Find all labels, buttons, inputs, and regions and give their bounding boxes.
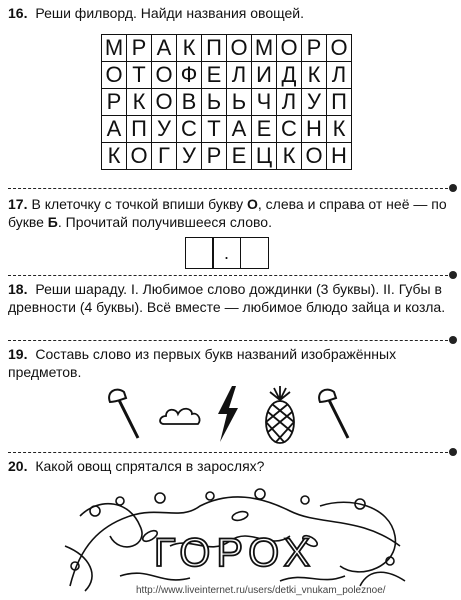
grid-cell[interactable]: Ь (202, 89, 227, 116)
letter-b: Б (47, 214, 58, 230)
grid-cell[interactable]: Н (327, 143, 352, 170)
task-text: Какой овощ спрятался в зарослях? (35, 458, 265, 474)
grid-cell[interactable]: Л (327, 62, 352, 89)
watermark: http://www.liveinternet.ru/users/detki_vnukam_poleznoe/ (136, 585, 386, 596)
grid-cell[interactable]: У (302, 89, 327, 116)
grid-cell[interactable]: Е (252, 116, 277, 143)
thicket-illustration (60, 486, 410, 594)
grid-cell[interactable]: У (152, 116, 177, 143)
lightning-icon (218, 386, 238, 442)
task-16-title (8, 4, 453, 22)
grid-cell[interactable]: Г (152, 143, 177, 170)
grid-cell[interactable]: Е (227, 143, 252, 170)
grid-cell[interactable]: К (102, 143, 127, 170)
task-text: Реши филворд. Найди названия овощей. (35, 5, 304, 21)
answer-box-right[interactable] (240, 237, 269, 269)
grid-cell[interactable]: О (152, 62, 177, 89)
answer-box-dot[interactable]: . (212, 237, 241, 269)
grid-cell[interactable]: П (127, 116, 152, 143)
task-number: 17. (8, 196, 28, 212)
grid-cell[interactable]: Е (202, 62, 227, 89)
task-number: 18. (8, 281, 28, 297)
axe-icon (319, 390, 348, 438)
grid-cell[interactable]: О (127, 143, 152, 170)
grid-cell[interactable]: М (102, 35, 127, 62)
task-text: В клеточку с точкой впиши букву (31, 196, 247, 212)
grid-cell[interactable]: И (252, 62, 277, 89)
grid-cell[interactable]: Л (277, 89, 302, 116)
grid-cell[interactable]: Р (127, 35, 152, 62)
answer-box-left[interactable] (185, 237, 214, 269)
grid-cell[interactable]: О (277, 35, 302, 62)
hidden-word: ГОРОХ (153, 531, 317, 575)
axe-icon (109, 390, 138, 438)
task-number: 20. (8, 458, 28, 474)
letter-o: О (247, 196, 258, 212)
grid-cell[interactable]: П (327, 89, 352, 116)
divider (8, 340, 453, 341)
grid-cell[interactable]: О (152, 89, 177, 116)
divider (8, 188, 453, 189)
grid-cell[interactable]: О (327, 35, 352, 62)
fillword-grid (101, 34, 352, 170)
task-17-title (8, 195, 453, 231)
grid-cell[interactable]: А (227, 116, 252, 143)
grid-cell[interactable]: Т (127, 62, 152, 89)
grid-cell[interactable]: К (277, 143, 302, 170)
grid-cell[interactable]: Р (302, 35, 327, 62)
grid-cell[interactable]: У (177, 143, 202, 170)
grid-cell[interactable]: Н (302, 116, 327, 143)
grid-cell[interactable]: О (302, 143, 327, 170)
cloud-icon (160, 409, 200, 424)
grid-cell[interactable]: П (202, 35, 227, 62)
pineapple-icon (266, 386, 294, 443)
task-20-title (8, 457, 453, 475)
grid-cell[interactable]: А (152, 35, 177, 62)
task-text: Реши шараду. I. Любимое слово дождинки (3 буквы). II. Губы в древности (4 буквы). Всё вместе — любимое блюдо зайца и козла. (8, 281, 446, 315)
grid-cell[interactable]: Л (227, 62, 252, 89)
grid-cell[interactable]: С (177, 116, 202, 143)
task-number: 16. (8, 5, 28, 21)
grid-cell[interactable]: А (102, 116, 127, 143)
grid-cell[interactable]: С (277, 116, 302, 143)
task-number: 19. (8, 346, 28, 362)
grid-cell[interactable]: В (177, 89, 202, 116)
task-19-title (8, 345, 453, 381)
grid-cell[interactable]: М (252, 35, 277, 62)
pictures-row (0, 384, 461, 444)
grid-cell[interactable]: О (102, 62, 127, 89)
grid-cell[interactable]: К (327, 116, 352, 143)
grid-cell[interactable]: Р (202, 143, 227, 170)
answer-boxes (186, 237, 269, 269)
grid-cell[interactable]: Д (277, 62, 302, 89)
grid-cell[interactable]: О (227, 35, 252, 62)
task-18-title (8, 280, 453, 316)
divider (8, 452, 453, 453)
grid-cell[interactable]: К (302, 62, 327, 89)
grid-cell[interactable]: К (177, 35, 202, 62)
task-text: , слева и справа от неё — по букве (8, 196, 447, 230)
grid-cell[interactable]: Ф (177, 62, 202, 89)
grid-cell[interactable]: Ц (252, 143, 277, 170)
grid-cell[interactable]: Р (102, 89, 127, 116)
divider (8, 275, 453, 276)
grid-cell[interactable]: Т (202, 116, 227, 143)
task-text: . Прочитай получившееся слово. (57, 214, 272, 230)
task-text: Составь слово из первых букв названий изображённых предметов. (8, 346, 397, 380)
grid-cell[interactable]: Ч (252, 89, 277, 116)
grid-cell[interactable]: Ь (227, 89, 252, 116)
grid-cell[interactable]: К (127, 89, 152, 116)
